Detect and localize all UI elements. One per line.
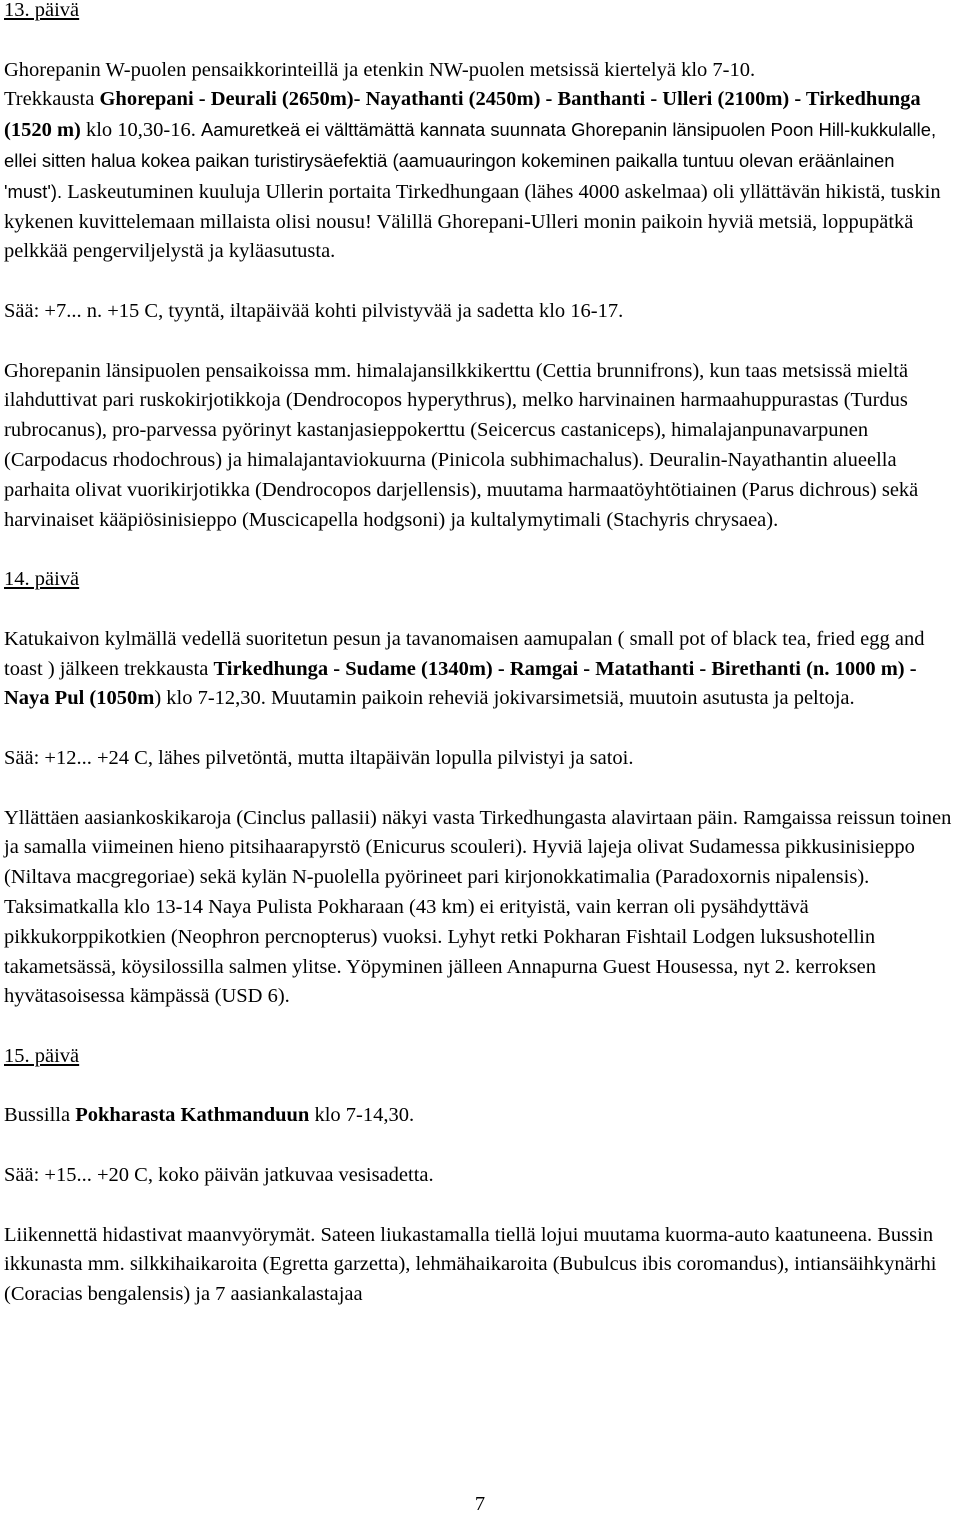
- day-15-notes: Liikennettä hidastivat maanvyörymät. Sateen liukastamalla tiellä lojui muutama kuorma-auto kaatuneena. Bussin ikkunasta mm. silkkihaikaroita (Egretta garzetta), lehmähaikaroita (Bubulcus ibis coromandus), intiansäihkynärhi (Coracias bengalensis) ja 7 aasiankalastajaa: [4, 1223, 937, 1306]
- day-13-route: Ghorepani - Deurali (2650m)- Nayathanti (2450m) - Banthanti - Ulleri (2100m) - Tirkedhunga (1520 m): [4, 88, 921, 142]
- day-14-birds: Yllättäen aasiankoskikaroja (Cinclus pallasii) näkyi vasta Tirkedhungasta alavirtaan päin. Ramgaissa reissun toinen ja samalla viimeinen hieno pitsihaarapyrstö (Enicurus scouleri). Hyviä lajeja olivat Sudamessa pikkusinisieppo (Niltava macgregoriae) sekä kylän N-puolella pyörineet pari kirjonokkatimalia (Paradoxornis nipalensis). Taksimatkalla klo 13-14 Naya Pulista Pokharaan (43 km) ei erityistä, vain kerran oli pysähdyttävä pikkukorppikotkien (Neophron percnopterus) vuoksi. Lyhyt retki Pokharan Fishtail Lodgen luksushotellin takametsässä, köysilossilla salmen ylitse. Yöpyminen jälleen Annapurna Guest Housessa, nyt 2. kerroksen hyvätasoisessa kämpässä (USD 6).: [4, 806, 952, 1008]
- day-14-breakfast-text: Katukaivon kylmällä vedellä suoritetun pesun ja tavanomaisen aamupalan ( small pot of black tea, fried egg and toast ) jälkeen trekkausta: [4, 627, 925, 680]
- day-13-morning-text: Ghorepanin W-puolen pensaikkorinteillä ja etenkin NW-puolen metsissä kiertelyä klo 7-10.: [4, 58, 756, 81]
- day-13-poon-hill-note: Aamuretkeä ei välttämättä kannata suunnata Ghorepanin länsipuolen Poon Hill-kukkulalle, ellei sitten halua kokea paikan turistirysäefektiä (aamuauringon kokeminen paikalla tuntuu olevan eräänlainen 'must').: [4, 119, 937, 202]
- day-14-route-paragraph: [4, 625, 956, 714]
- page-number: 7: [474, 1493, 486, 1515]
- day-15-weather: Sää: +15... +20 C, koko päivän jatkuvaa vesisadetta.: [4, 1164, 434, 1187]
- day-13-weather: Sää: +7... n. +15 C, tyyntä, iltapäivää kohti pilvistyvää ja sadetta klo 16-17.: [4, 299, 624, 322]
- day-13-descent-text: Laskeutuminen kuuluja Ullerin portaita Tirkedhungaan (lähes 4000 askelmaa) oli yllättävän hikistä, tuskin kykenen kuvittelemaan millaista olisi nousu! Välillä Ghorepani-Ulleri monin paikoin hyviä metsiä, loppupätkä pelkkää pengerviljelystä ja kyläasutusta.: [4, 180, 941, 263]
- day-13-route-paragraph: [4, 56, 956, 268]
- day-14-heading: 14. päivä: [4, 568, 80, 591]
- day-15-time: klo 7-14,30.: [309, 1104, 415, 1127]
- day-15-route: Pokharasta Kathmanduun: [75, 1104, 310, 1127]
- day-15-heading: 15. päivä: [4, 1044, 80, 1067]
- day-14-route: Tirkedhunga - Sudame (1340m) - Ramgai - Matathanti - Birethanti (n. 1000 m) - Naya Pul (1050m: [4, 657, 917, 710]
- day-15-route-paragraph: [4, 1101, 956, 1131]
- day-15-bus-text: Bussilla: [4, 1104, 76, 1127]
- day-13-heading: 13. päivä: [4, 0, 80, 21]
- day-14-time: ) klo 7-12,30. Muutamin paikoin reheviä jokivarsimetsiä, muutoin asutusta ja peltoja.: [154, 687, 855, 710]
- day-13-time: klo 10,30-16.: [80, 119, 202, 142]
- document-page: [4, 0, 956, 1340]
- day-13-birds: Ghorepanin länsipuolen pensaikoissa mm. himalajansilkkikerttu (Cettia brunnifrons), kun taas metsissä mieltä ilahduttivat pari ruskokirjotikkoja (Dendrocopos hyperythrus), melko harvinainen harmaahuppurastas (Turdus rubrocanus), pro-parvessa pyörinyt kastanjasieppokerttu (Seicercus castaniceps), himalajanpunavarpunen (Carpodacus rhodochrous) ja himalajantaviokuurna (Pinicola subhimachalus). Deuralin-Nayathantin alueella parhaita olivat vuorikirjotikka (Dendrocopos darjellensis), muutama harmaatöyhtötiainen (Parus dichrous) sekä harvinaiset kääpiösinisieppo (Muscicapella hodgsoni) ja kultalymytimali (Stachyris chrysaea).: [4, 359, 919, 531]
- day-13-trek-intro: Trekkausta: [4, 88, 100, 111]
- day-14-weather: Sää: +12... +24 C, lähes pilvetöntä, mutta iltapäivän lopulla pilvistyi ja satoi.: [4, 746, 634, 769]
